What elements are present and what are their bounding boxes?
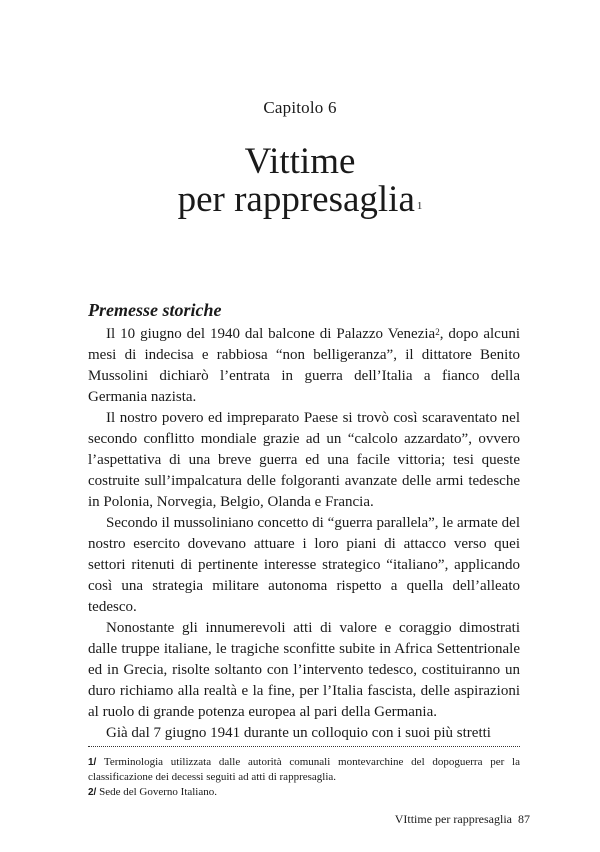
chapter-title-line2-text: per rappresaglia: [177, 179, 415, 220]
footnote-1: [88, 755, 520, 784]
footnote-ref-2[interactable]: 2: [435, 327, 440, 337]
paragraph-5: Già dal 7 giugno 1941 durante un colloquio con i suoi più stretti: [106, 725, 491, 741]
paragraph-1-start: Il 10 giugno del 1940 dal balcone di Palazzo Venezia: [106, 326, 436, 342]
footnote-ref-1[interactable]: 1: [416, 200, 423, 212]
body-text: [88, 324, 520, 744]
footnotes: [88, 755, 520, 801]
section-heading: Premesse storiche: [88, 300, 222, 320]
paragraph-1: [88, 324, 520, 408]
footnote-2-text: Sede del Governo Italiano.: [99, 786, 217, 798]
footnote-1-text: Terminologia utilizzata dalle autorità comunali montevarchine del dopoguerra per la classificazione dei decessi seguiti ad atti di rappresaglia.: [88, 756, 520, 783]
page-number: 87: [518, 812, 530, 826]
paragraph-3: Secondo il mussoliniano concetto di “guerra parallela”, le armate del nostro esercito dovevano attuare i loro piani di attacco verso quei settori ritenuti di pertinente interesse strategico “italiano”, applicando così una strategia militare autonoma rispetto a quella dell’alleato tedesco.: [88, 515, 520, 615]
paragraph-2: Il nostro povero ed impreparato Paese si trovò così scaraventato nel secondo conflitto mondiale grazie ad un “calcolo azzardato”, ovvero l’aspettativa di una breve guerra ed una facile vittoria; tesi queste costruite sull’impalcatura delle folgoranti avanzate delle armi tedesche in Polonia, Norvegia, Belgio, Olanda e Francia.: [88, 410, 520, 510]
paragraph-1-end: , dopo alcuni mesi di indecisa e rabbiosa “non belligeranza”, il dittatore Benito Mussolini dichiarò l’entrata in guerra dell’Italia a fianco della Germania nazista.: [88, 326, 520, 405]
chapter-title-line2: [0, 181, 600, 219]
footnote-divider: [88, 746, 520, 747]
chapter-label: Capitolo 6: [263, 98, 337, 117]
footnote-2: [88, 785, 520, 800]
chapter-title-line1: Vittime: [244, 141, 356, 182]
footnote-1-marker: 1/: [88, 757, 97, 768]
footnote-2-marker: 2/: [88, 787, 97, 798]
running-footer: [395, 812, 530, 827]
running-title: VIttime per rappresaglia: [394, 812, 512, 826]
chapter-title: [0, 143, 600, 219]
paragraph-4: Nonostante gli innumerevoli atti di valore e coraggio dimostrati dalle truppe italiane, le tragiche sconfitte subite in Africa Settentrionale ed in Grecia, risolte soltanto con l’intervento tedesco, costituiranno un duro richiamo alla realtà e la fine, per l’Italia fascista, delle aspirazioni al ruolo di grande potenza europea al pari della Germania.: [88, 620, 520, 720]
